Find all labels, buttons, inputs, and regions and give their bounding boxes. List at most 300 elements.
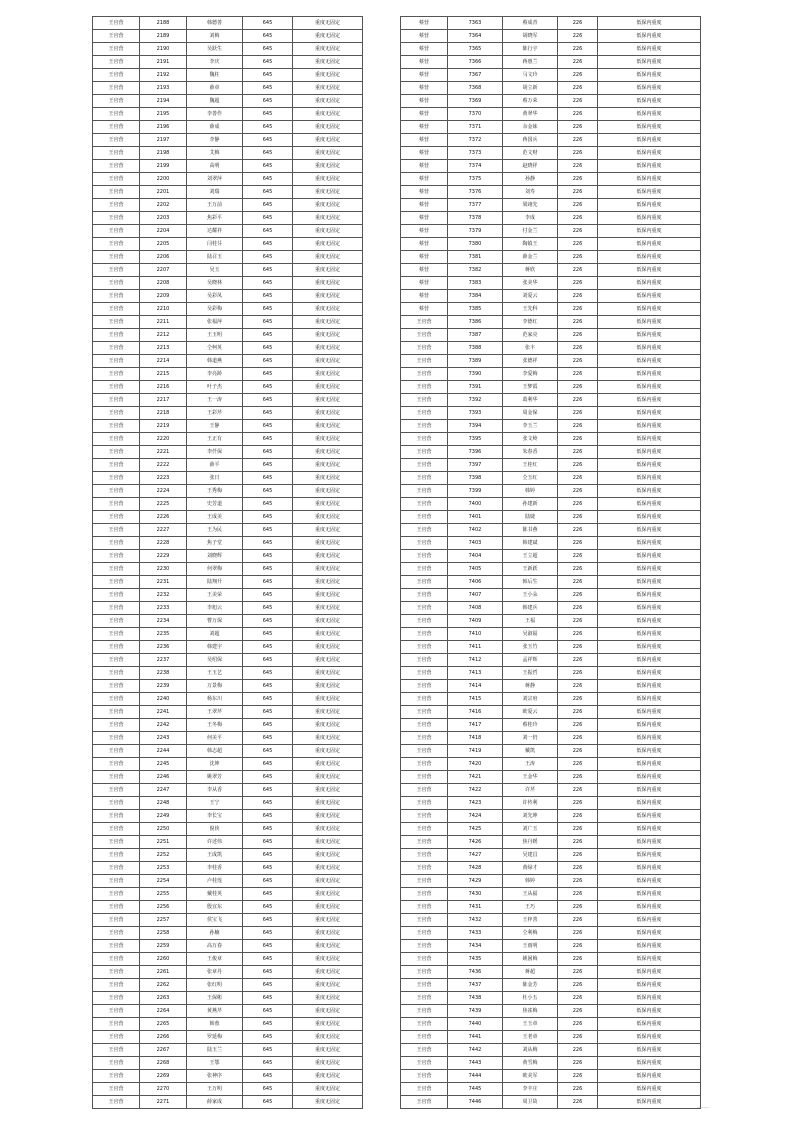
village-cell: 王官营 <box>401 368 448 381</box>
name-cell: 黄绿才 <box>503 862 558 875</box>
category-cell: 重度无固定 <box>293 186 363 199</box>
name-cell: 韩建斌 <box>503 537 558 550</box>
amount-cell: 226 <box>558 1070 598 1083</box>
table-row <box>93 1096 363 1109</box>
serial-cell: 7424 <box>448 810 503 823</box>
category-cell: 低保内重度 <box>598 849 701 862</box>
name-cell: 李成 <box>503 212 558 225</box>
name-cell: 蔡桂玲 <box>503 719 558 732</box>
serial-cell: 2204 <box>140 225 187 238</box>
category-cell: 低保内重度 <box>598 1031 701 1044</box>
amount-cell: 645 <box>243 589 293 602</box>
village-cell: 王官营 <box>93 641 140 654</box>
table-row <box>93 225 363 238</box>
table-row <box>93 381 363 394</box>
category-cell: 重度无固定 <box>293 329 363 342</box>
name-cell: 蒋惠兰 <box>503 56 558 69</box>
village-cell: 王官营 <box>93 862 140 875</box>
category-cell: 重度无固定 <box>293 693 363 706</box>
amount-cell: 226 <box>558 394 598 407</box>
category-cell: 低保内重度 <box>598 290 701 303</box>
category-cell: 低保内重度 <box>598 927 701 940</box>
amount-cell: 226 <box>558 524 598 537</box>
table-row <box>401 602 701 615</box>
table-row <box>93 251 363 264</box>
table-row <box>401 537 701 550</box>
table-row <box>401 979 701 992</box>
name-cell: 王万明 <box>187 1083 243 1096</box>
amount-cell: 645 <box>243 277 293 290</box>
serial-cell: 2230 <box>140 563 187 576</box>
serial-cell: 2247 <box>140 784 187 797</box>
name-cell: 王玉艺 <box>187 667 243 680</box>
category-cell: 低保内重度 <box>598 498 701 511</box>
village-cell: 王官营 <box>401 602 448 615</box>
table-row <box>401 264 701 277</box>
amount-cell: 226 <box>558 732 598 745</box>
amount-cell: 645 <box>243 901 293 914</box>
category-cell: 重度无固定 <box>293 602 363 615</box>
amount-cell: 645 <box>243 459 293 472</box>
table-row <box>401 953 701 966</box>
village-cell: 王官营 <box>93 953 140 966</box>
table-row <box>93 758 363 771</box>
village-cell: 王官营 <box>93 459 140 472</box>
name-cell: 倪侠 <box>187 823 243 836</box>
table-row <box>401 654 701 667</box>
serial-cell: 2198 <box>140 147 187 160</box>
name-cell: 吴跃生 <box>187 43 243 56</box>
village-cell: 王官营 <box>93 1031 140 1044</box>
name-cell: 薛章 <box>187 82 243 95</box>
category-cell: 低保内重度 <box>598 407 701 420</box>
serial-cell: 7446 <box>448 1096 503 1109</box>
serial-cell: 2202 <box>140 199 187 212</box>
amount-cell: 226 <box>558 472 598 485</box>
amount-cell: 226 <box>558 667 598 680</box>
table-row <box>93 524 363 537</box>
serial-cell: 2248 <box>140 797 187 810</box>
category-cell: 重度无固定 <box>293 810 363 823</box>
amount-cell: 226 <box>558 108 598 121</box>
amount-cell: 226 <box>558 1096 598 1109</box>
table-row <box>401 407 701 420</box>
serial-cell: 2236 <box>140 641 187 654</box>
amount-cell: 645 <box>243 693 293 706</box>
serial-cell: 2207 <box>140 264 187 277</box>
table-row <box>401 680 701 693</box>
name-cell: 戴凯 <box>503 745 558 758</box>
village-cell: 蔡营 <box>401 134 448 147</box>
category-cell: 低保内重度 <box>598 823 701 836</box>
name-cell: 王俊章 <box>187 953 243 966</box>
category-cell: 低保内重度 <box>598 524 701 537</box>
serial-cell: 2210 <box>140 303 187 316</box>
serial-cell: 2192 <box>140 69 187 82</box>
category-cell: 重度无固定 <box>293 69 363 82</box>
amount-cell: 226 <box>558 719 598 732</box>
serial-cell: 7432 <box>448 914 503 927</box>
table-row <box>93 732 363 745</box>
amount-cell: 226 <box>558 654 598 667</box>
serial-cell: 7386 <box>448 316 503 329</box>
table-row <box>401 940 701 953</box>
amount-cell: 226 <box>558 576 598 589</box>
name-cell: 陶镇王 <box>503 238 558 251</box>
name-cell: 罗延梅 <box>187 1031 243 1044</box>
village-cell: 王官营 <box>401 576 448 589</box>
table-row <box>401 355 701 368</box>
village-cell: 王官营 <box>401 1005 448 1018</box>
amount-cell: 226 <box>558 966 598 979</box>
category-cell: 重度无固定 <box>293 1057 363 1070</box>
name-cell: 李从香 <box>187 784 243 797</box>
name-cell: 王成凯 <box>187 849 243 862</box>
village-cell: 王官营 <box>401 927 448 940</box>
category-cell: 重度无固定 <box>293 641 363 654</box>
village-cell: 王官营 <box>401 329 448 342</box>
table-row <box>93 602 363 615</box>
name-cell: 李静 <box>187 134 243 147</box>
village-cell: 王官营 <box>93 212 140 225</box>
serial-cell: 2200 <box>140 173 187 186</box>
serial-cell: 2222 <box>140 459 187 472</box>
amount-cell: 645 <box>243 966 293 979</box>
village-cell: 王官营 <box>93 628 140 641</box>
name-cell: 何美平 <box>187 732 243 745</box>
amount-cell: 226 <box>558 693 598 706</box>
name-cell: 陆玉兰 <box>187 1044 243 1057</box>
category-cell: 低保内重度 <box>598 836 701 849</box>
table-row <box>401 329 701 342</box>
serial-cell: 2243 <box>140 732 187 745</box>
table-row <box>93 875 363 888</box>
name-cell: 陆婕 <box>503 511 558 524</box>
amount-cell: 226 <box>558 823 598 836</box>
amount-cell: 645 <box>243 355 293 368</box>
name-cell: 王梓善 <box>503 914 558 927</box>
name-cell: 薛成 <box>187 121 243 134</box>
village-cell: 王官营 <box>401 1096 448 1109</box>
village-cell: 王官营 <box>93 43 140 56</box>
table-row <box>401 420 701 433</box>
name-cell: 高万春 <box>187 940 243 953</box>
table-row <box>93 680 363 693</box>
amount-cell: 226 <box>558 134 598 147</box>
roster-table-right <box>400 16 701 1109</box>
serial-cell: 2225 <box>140 498 187 511</box>
amount-cell: 645 <box>243 238 293 251</box>
serial-cell: 7421 <box>448 771 503 784</box>
amount-cell: 226 <box>558 953 598 966</box>
table-row <box>93 979 363 992</box>
village-cell: 王官营 <box>401 498 448 511</box>
category-cell: 重度无固定 <box>293 420 363 433</box>
amount-cell: 645 <box>243 602 293 615</box>
category-cell: 重度无固定 <box>293 563 363 576</box>
name-cell: 李旭云 <box>187 602 243 615</box>
amount-cell: 226 <box>558 927 598 940</box>
amount-cell: 226 <box>558 1018 598 1031</box>
amount-cell: 645 <box>243 836 293 849</box>
category-cell: 低保内重度 <box>598 147 701 160</box>
serial-cell: 7395 <box>448 433 503 446</box>
name-cell: 艾梅 <box>187 147 243 160</box>
name-cell: 蔡成青 <box>503 17 558 30</box>
serial-cell: 7443 <box>448 1057 503 1070</box>
category-cell: 低保内重度 <box>598 459 701 472</box>
serial-cell: 2260 <box>140 953 187 966</box>
name-cell: 余金妹 <box>503 121 558 134</box>
village-cell: 王官营 <box>93 407 140 420</box>
serial-cell: 7380 <box>448 238 503 251</box>
village-cell: 王官营 <box>93 498 140 511</box>
name-cell: 王正有 <box>187 433 243 446</box>
village-cell: 王官营 <box>401 901 448 914</box>
table-row <box>401 797 701 810</box>
category-cell: 低保内重度 <box>598 966 701 979</box>
table-row <box>401 628 701 641</box>
serial-cell: 2253 <box>140 862 187 875</box>
village-cell: 王官营 <box>93 550 140 563</box>
serial-cell: 2229 <box>140 550 187 563</box>
table-row <box>93 121 363 134</box>
name-cell: 王翠芹 <box>187 706 243 719</box>
amount-cell: 645 <box>243 862 293 875</box>
table-row <box>401 875 701 888</box>
amount-cell: 645 <box>243 823 293 836</box>
category-cell: 重度无固定 <box>293 524 363 537</box>
serial-cell: 2241 <box>140 706 187 719</box>
category-cell: 重度无固定 <box>293 836 363 849</box>
village-cell: 王官营 <box>93 368 140 381</box>
category-cell: 重度无固定 <box>293 550 363 563</box>
table-row <box>93 1044 363 1057</box>
name-cell: 沈坤 <box>187 758 243 771</box>
category-cell: 低保内重度 <box>598 758 701 771</box>
table-row <box>93 446 363 459</box>
village-cell: 王官营 <box>401 654 448 667</box>
category-cell: 低保内重度 <box>598 1096 701 1109</box>
village-cell: 蔡营 <box>401 82 448 95</box>
category-cell: 重度无固定 <box>293 264 363 277</box>
table-row <box>93 264 363 277</box>
table-row <box>401 849 701 862</box>
name-cell: 王玉明 <box>187 329 243 342</box>
village-cell: 王官营 <box>401 745 448 758</box>
table-row <box>93 355 363 368</box>
name-cell: 焦雀梅 <box>503 1005 558 1018</box>
amount-cell: 645 <box>243 290 293 303</box>
village-cell: 王官营 <box>401 979 448 992</box>
village-cell: 王官营 <box>401 485 448 498</box>
category-cell: 重度无固定 <box>293 472 363 485</box>
name-cell: 仝利梅 <box>503 927 558 940</box>
name-cell: 李爱梅 <box>503 368 558 381</box>
amount-cell: 226 <box>558 498 598 511</box>
table-row <box>401 342 701 355</box>
table-row <box>93 17 363 30</box>
serial-cell: 2189 <box>140 30 187 43</box>
village-cell: 王官营 <box>93 771 140 784</box>
name-cell: 何翠梅 <box>187 563 243 576</box>
village-cell: 王官营 <box>401 667 448 680</box>
village-cell: 王官营 <box>93 82 140 95</box>
category-cell: 低保内重度 <box>598 797 701 810</box>
amount-cell: 226 <box>558 797 598 810</box>
amount-cell: 226 <box>558 589 598 602</box>
serial-cell: 2214 <box>140 355 187 368</box>
serial-cell: 2267 <box>140 1044 187 1057</box>
category-cell: 重度无固定 <box>293 628 363 641</box>
name-cell: 杜小五 <box>503 992 558 1005</box>
serial-cell: 2227 <box>140 524 187 537</box>
village-cell: 王官营 <box>401 693 448 706</box>
amount-cell: 645 <box>243 1070 293 1083</box>
serial-cell: 7409 <box>448 615 503 628</box>
amount-cell: 226 <box>558 602 598 615</box>
roster-body-right <box>401 17 701 1109</box>
serial-cell: 7377 <box>448 199 503 212</box>
amount-cell: 645 <box>243 1083 293 1096</box>
village-cell: 王官营 <box>401 732 448 745</box>
category-cell: 低保内重度 <box>598 30 701 43</box>
serial-cell: 2249 <box>140 810 187 823</box>
name-cell: 张玉竹 <box>503 641 558 654</box>
serial-cell: 7437 <box>448 979 503 992</box>
category-cell: 重度无固定 <box>293 368 363 381</box>
village-cell: 王官营 <box>93 277 140 290</box>
table-row <box>401 147 701 160</box>
name-cell: 王立超 <box>503 550 558 563</box>
village-cell: 蔡营 <box>401 290 448 303</box>
table-row <box>93 563 363 576</box>
category-cell: 重度无固定 <box>293 576 363 589</box>
village-cell: 王官营 <box>93 537 140 550</box>
category-cell: 重度无固定 <box>293 30 363 43</box>
table-row <box>401 459 701 472</box>
village-cell: 王官营 <box>93 1096 140 1109</box>
name-cell: 万景梅 <box>187 680 243 693</box>
amount-cell: 645 <box>243 1031 293 1044</box>
serial-cell: 2191 <box>140 56 187 69</box>
serial-cell: 2217 <box>140 394 187 407</box>
village-cell: 王官营 <box>93 1083 140 1096</box>
village-cell: 蔡营 <box>401 199 448 212</box>
amount-cell: 645 <box>243 368 293 381</box>
village-cell: 王官营 <box>93 355 140 368</box>
category-cell: 低保内重度 <box>598 1070 701 1083</box>
name-cell: 范文财 <box>503 147 558 160</box>
category-cell: 低保内重度 <box>598 992 701 1005</box>
table-row <box>401 251 701 264</box>
category-cell: 重度无固定 <box>293 992 363 1005</box>
village-cell: 王官营 <box>93 199 140 212</box>
table-row <box>93 706 363 719</box>
table-row <box>401 901 701 914</box>
village-cell: 蔡营 <box>401 43 448 56</box>
table-row <box>401 966 701 979</box>
amount-cell: 645 <box>243 134 293 147</box>
table-row <box>401 303 701 316</box>
village-cell: 王官营 <box>401 459 448 472</box>
name-cell: 刘宗府 <box>503 693 558 706</box>
village-cell: 王官营 <box>401 823 448 836</box>
name-cell: 蔡万荣 <box>503 95 558 108</box>
table-row <box>93 719 363 732</box>
village-cell: 王官营 <box>401 1018 448 1031</box>
name-cell: 焦子堂 <box>187 537 243 550</box>
serial-cell: 2221 <box>140 446 187 459</box>
page-corner-mark: …… <box>697 1103 709 1110</box>
name-cell: 张文岭 <box>503 433 558 446</box>
serial-cell: 7426 <box>448 836 503 849</box>
serial-cell: 2269 <box>140 1070 187 1083</box>
serial-cell: 2228 <box>140 537 187 550</box>
amount-cell: 226 <box>558 212 598 225</box>
table-row <box>401 238 701 251</box>
village-cell: 王官营 <box>93 667 140 680</box>
amount-cell: 645 <box>243 992 293 1005</box>
table-row <box>401 1083 701 1096</box>
village-cell: 蔡营 <box>401 264 448 277</box>
village-cell: 蔡营 <box>401 186 448 199</box>
serial-cell: 7378 <box>448 212 503 225</box>
category-cell: 重度无固定 <box>293 485 363 498</box>
amount-cell: 226 <box>558 758 598 771</box>
table-row <box>401 173 701 186</box>
village-cell: 王官营 <box>93 914 140 927</box>
serial-cell: 2196 <box>140 121 187 134</box>
category-cell: 重度无固定 <box>293 1031 363 1044</box>
village-cell: 王官营 <box>93 69 140 82</box>
category-cell: 重度无固定 <box>293 498 363 511</box>
category-cell: 低保内重度 <box>598 901 701 914</box>
village-cell: 王官营 <box>93 30 140 43</box>
category-cell: 低保内重度 <box>598 719 701 732</box>
table-row <box>401 706 701 719</box>
table-row <box>401 1070 701 1083</box>
serial-cell: 2234 <box>140 615 187 628</box>
name-cell: 李善作 <box>187 108 243 121</box>
name-cell: 胡立新 <box>503 82 558 95</box>
name-cell: 王成美 <box>187 511 243 524</box>
amount-cell: 226 <box>558 1057 598 1070</box>
amount-cell: 226 <box>558 56 598 69</box>
category-cell: 低保内重度 <box>598 56 701 69</box>
amount-cell: 226 <box>558 17 598 30</box>
name-cell: 王鄂 <box>187 1057 243 1070</box>
amount-cell: 645 <box>243 199 293 212</box>
table-row <box>93 836 363 849</box>
roster-body-left <box>93 17 363 1109</box>
serial-cell: 7441 <box>448 1031 503 1044</box>
table-row <box>401 758 701 771</box>
category-cell: 低保内重度 <box>598 433 701 446</box>
table-row <box>401 693 701 706</box>
amount-cell: 645 <box>243 1044 293 1057</box>
village-cell: 王官营 <box>401 407 448 420</box>
category-cell: 重度无固定 <box>293 199 363 212</box>
table-row <box>93 316 363 329</box>
amount-cell: 645 <box>243 56 293 69</box>
amount-cell: 226 <box>558 186 598 199</box>
name-cell: 韩蓉 <box>187 1018 243 1031</box>
serial-cell: 7383 <box>448 277 503 290</box>
category-cell: 重度无固定 <box>293 459 363 472</box>
village-cell: 王官营 <box>93 186 140 199</box>
table-row <box>401 160 701 173</box>
